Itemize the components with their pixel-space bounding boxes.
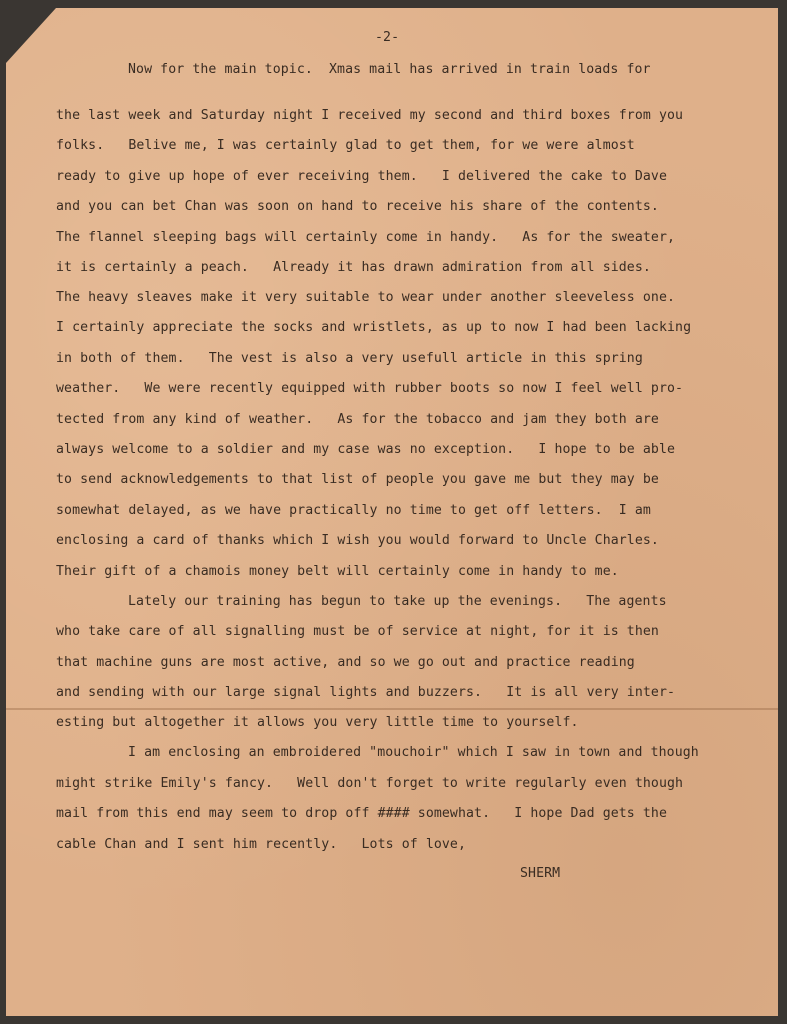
letter-line: tected from any kind of weather. As for the tobacco and jam they both are <box>56 412 659 427</box>
letter-line: Their gift of a chamois money belt will certainly come in handy to me. <box>56 564 619 579</box>
letter-line: enclosing a card of thanks which I wish you would forward to Uncle Charles. <box>56 533 659 548</box>
letter-line: folks. Belive me, I was certainly glad to get them, for we were almost <box>56 138 635 153</box>
letter-line: the last week and Saturday night I received my second and third boxes from you <box>56 108 684 123</box>
paper-fold-line <box>6 708 778 710</box>
page-number: -2- <box>375 30 400 45</box>
signature: SHERM <box>520 866 561 881</box>
letter-line: weather. We were recently equipped with rubber boots so now I feel well pro- <box>56 381 684 396</box>
letter-line: The heavy sleaves make it very suitable to wear under another sleeveless one. <box>56 290 676 305</box>
letter-line: always welcome to a soldier and my case was no exception. I hope to be able <box>56 442 676 457</box>
letter-line: and you can bet Chan was soon on hand to receive his share of the contents. <box>56 199 659 214</box>
letter-line: in both of them. The vest is also a very usefull article in this spring <box>56 351 643 366</box>
letter-line: who take care of all signalling must be of service at night, for it is then <box>56 624 659 639</box>
letter-line: and sending with our large signal lights and buzzers. It is all very inter- <box>56 685 676 700</box>
letter-line: might strike Emily's fancy. Well don't forget to write regularly even though <box>56 776 684 791</box>
letter-line: I am enclosing an embroidered "mouchoir" which I saw in town and though <box>128 745 699 760</box>
letter-line: mail from this end may seem to drop off #### somewhat. I hope Dad gets the <box>56 806 668 821</box>
letter-line: cable Chan and I sent him recently. Lots of love, <box>56 837 467 852</box>
letter-line: that machine guns are most active, and so we go out and practice reading <box>56 655 635 670</box>
letter-line: ready to give up hope of ever receiving them. I delivered the cake to Dave <box>56 169 668 184</box>
letter-line: esting but altogether it allows you very little time to yourself. <box>56 715 579 730</box>
letter-line: Now for the main topic. Xmas mail has arrived in train loads for <box>128 62 651 77</box>
letter-line: The flannel sleeping bags will certainly come in handy. As for the sweater, <box>56 230 676 245</box>
letter-line: somewhat delayed, as we have practically no time to get off letters. I am <box>56 503 651 518</box>
letter-line: to send acknowledgements to that list of people you gave me but they may be <box>56 472 659 487</box>
letter-line: I certainly appreciate the socks and wristlets, as up to now I had been lacking <box>56 320 692 335</box>
letter-line: it is certainly a peach. Already it has drawn admiration from all sides. <box>56 260 651 275</box>
letter-line: Lately our training has begun to take up the evenings. The agents <box>128 594 667 609</box>
